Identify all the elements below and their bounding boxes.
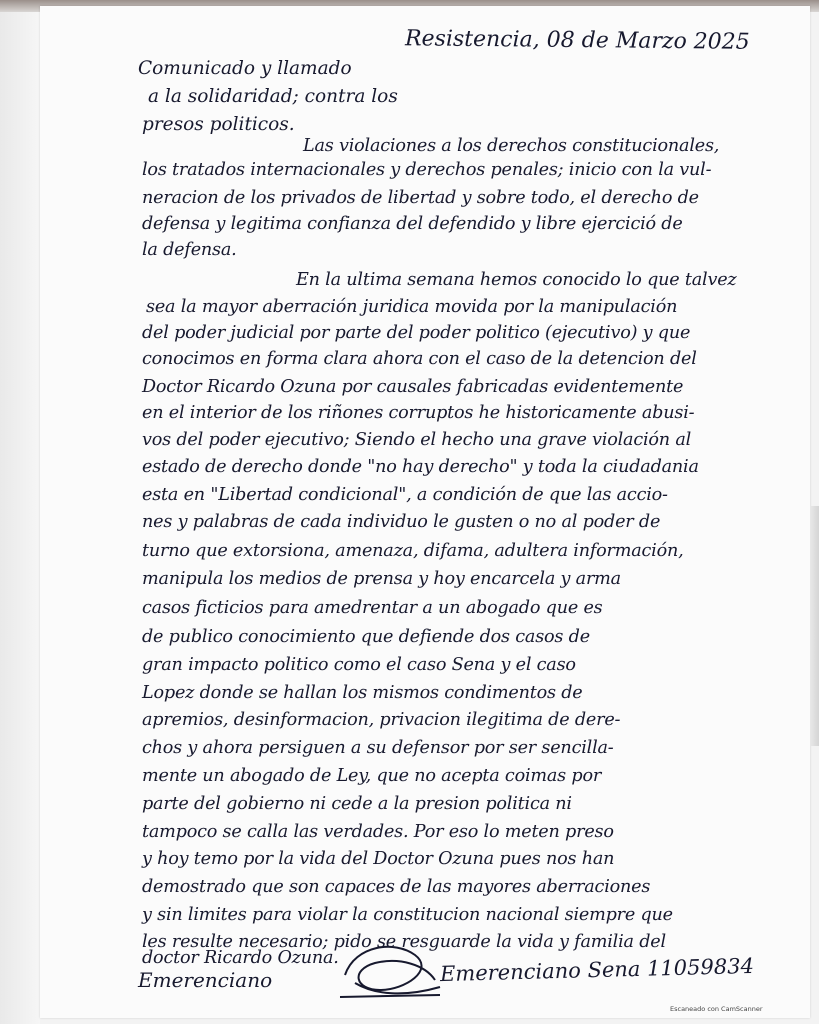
body-line: casos ficticios para amedrentar a un abogado que es <box>142 598 603 618</box>
body-line: sea la mayor aberración juridica movida por la manipulación <box>146 297 678 317</box>
body-line: manipula los medios de prensa y hoy encarcela y arma <box>142 569 621 589</box>
body-line: apremios, desinformacion, privacion ilegitima de dere- <box>142 710 621 730</box>
body-line: vos del poder ejecutivo; Siendo el hecho una grave violación al <box>142 430 692 450</box>
body-line: y hoy temo por la vida del Doctor Ozuna pues nos han <box>142 849 615 869</box>
body-line: Las violaciones a los derechos constitucionales, <box>303 136 720 156</box>
body-line: y sin limites para violar la constitucion nacional siempre que <box>142 905 673 925</box>
signature-first-name: Emerenciano <box>138 968 273 992</box>
body-line: parte del gobierno ni cede a la presion politica ni <box>142 794 572 814</box>
heading-line: presos politicos. <box>142 114 295 135</box>
scanner-watermark: Escaneado con CamScanner <box>670 1005 763 1013</box>
place-and-date: Resistencia, 08 de Marzo 2025 <box>404 26 750 55</box>
body-line: mente un abogado de Ley, que no acepta coimas por <box>142 766 602 786</box>
body-line: nes y palabras de cada individuo le gusten o no al poder de <box>142 512 661 532</box>
body-line: en el interior de los riñones corruptos he historicamente abusi- <box>142 403 695 423</box>
body-line: defensa y legitima confianza del defendido y libre ejercició de <box>142 214 683 234</box>
body-line: la defensa. <box>142 240 237 260</box>
signature-full-name-and-id: Emerenciano Sena 11059834 <box>439 953 755 987</box>
scan-left-margin <box>0 0 40 1024</box>
body-line: neracion de los privados de libertad y sobre todo, el derecho de <box>142 188 699 208</box>
body-line: les resulte necesario; pido se resguarde la vida y familia del <box>142 932 666 952</box>
page-fold-shadow <box>810 506 819 746</box>
body-line: demostrado que son capaces de las mayores aberraciones <box>142 877 651 897</box>
body-line: En la ultima semana hemos conocido lo que talvez <box>296 270 737 290</box>
heading-line: a la solidaridad; contra los <box>148 86 398 107</box>
body-line: los tratados internacionales y derechos penales; inicio con la vul- <box>142 160 712 180</box>
heading-line: Comunicado y llamado <box>138 58 352 79</box>
signature-scribble <box>335 935 445 1005</box>
letter-heading <box>138 55 398 139</box>
body-line: chos y ahora persiguen a su defensor por ser sencilla- <box>142 738 614 758</box>
body-line: esta en "Libertad condicional", a condición de que las accio- <box>142 485 668 505</box>
body-line: de publico conocimiento que defiende dos casos de <box>142 627 590 647</box>
body-line: turno que extorsiona, amenaza, difama, adultera información, <box>142 541 684 561</box>
body-line: estado de derecho donde "no hay derecho" y toda la ciudadania <box>142 457 699 477</box>
body-line: gran impacto politico como el caso Sena y el caso <box>142 655 576 675</box>
body-line: tampoco se calla las verdades. Por eso lo meten preso <box>142 822 614 842</box>
body-line: doctor Ricardo Ozuna. <box>142 948 339 968</box>
body-line: Doctor Ricardo Ozuna por causales fabricadas evidentemente <box>142 377 684 397</box>
body-line: del poder judicial por parte del poder politico (ejecutivo) y que <box>142 323 691 343</box>
body-line: conocimos en forma clara ahora con el caso de la detencion del <box>142 349 697 369</box>
body-line: Lopez donde se hallan los mismos condimentos de <box>142 683 583 703</box>
